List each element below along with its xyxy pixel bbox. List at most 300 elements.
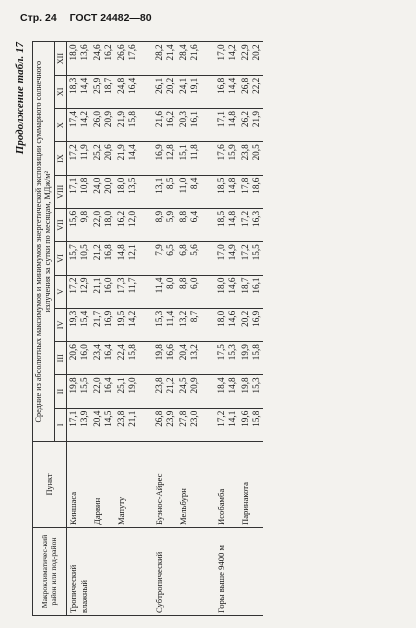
value-cell [177,408,201,441]
value-cell [153,142,177,175]
min-value: 16,2 [165,111,176,128]
min-value: 14,8 [227,210,238,227]
min-value: 16,6 [165,344,176,361]
min-value: 20,9 [103,111,114,128]
min-value: 11,7 [127,277,138,294]
min-value: 14,4 [79,77,90,94]
value-cell [91,275,115,308]
max-value: 21,7 [92,310,103,327]
min-value: 23,9 [165,410,176,427]
min-value: 11,9 [79,144,90,161]
solar-exposure-table [32,41,263,616]
value-cell [153,342,177,375]
table-row [177,42,201,616]
table-row [239,42,263,616]
value-cell [91,408,115,441]
value-cell [215,42,239,75]
value-cell [215,342,239,375]
spacer-cell [139,442,153,528]
value-cell [115,208,139,241]
min-value: 14,4 [227,77,238,94]
value-cell [215,142,239,175]
max-value: 24,6 [92,44,103,61]
month-header: III [54,342,66,375]
max-value: 21,9 [116,144,127,161]
value-cell [153,275,177,308]
value-cell [215,275,239,308]
value-cell [177,275,201,308]
max-value: 20,4 [178,344,189,361]
value-cell [215,242,239,275]
spacer-cell [139,308,153,341]
max-value: 17,1 [68,410,79,427]
min-value: 16,1 [189,111,200,128]
min-value: 20,2 [251,44,262,61]
max-value: 8,8 [178,210,189,223]
value-cell [239,109,263,142]
value-cell [153,175,177,208]
min-value: 5,9 [165,210,176,223]
min-value: 14,6 [227,277,238,294]
max-value: 19,6 [240,410,251,427]
value-cell [153,408,177,441]
value-cell [215,308,239,341]
value-cell [153,75,177,108]
value-cell [215,175,239,208]
value-cell [67,175,92,208]
zone-column-header: Макроклиматичес-кий район или под-район [33,528,67,616]
min-value: 8,4 [189,177,200,190]
value-cell [67,275,92,308]
max-value: 18,5 [216,210,227,227]
value-cell [177,375,201,408]
spacer-cell [139,175,153,208]
month-header: I [54,408,66,441]
min-value: 14,5 [103,410,114,427]
month-header: VIII [54,175,66,208]
value-cell [67,242,92,275]
max-value: 15,6 [68,210,79,227]
max-value: 24,1 [178,77,189,94]
max-value: 17,1 [216,111,227,128]
min-value: 16,4 [103,377,114,394]
max-value: 19,8 [240,377,251,394]
max-value: 18,0 [216,310,227,327]
max-value: 20,6 [68,344,79,361]
max-value: 19,5 [116,310,127,327]
value-cell [67,75,92,108]
value-cell [91,42,115,75]
min-value: 18,6 [251,177,262,194]
table-row [153,42,177,616]
max-value: 11,0 [178,177,189,194]
value-cell [91,208,115,241]
value-cell [91,375,115,408]
max-value: 25,1 [116,377,127,394]
min-value: 20,5 [251,144,262,161]
rotated-table-block [14,38,404,616]
max-value: 15,7 [68,244,79,261]
min-value: 21,6 [189,44,200,61]
max-value: 20,2 [240,310,251,327]
max-value: 18,0 [216,277,227,294]
min-value: 14,1 [227,410,238,427]
group-spacer [201,42,215,616]
value-cell [215,408,239,441]
value-cell [67,408,92,441]
value-cell [67,342,92,375]
month-header: X [54,109,66,142]
spacer-cell [139,375,153,408]
value-cell [153,208,177,241]
max-value: 7,9 [154,244,165,256]
min-value: 14,2 [79,111,90,128]
min-value: 17,6 [127,44,138,61]
value-cell [153,42,177,75]
month-header: V [54,275,66,308]
min-value: 21,1 [127,410,138,427]
value-cell [239,75,263,108]
value-cell [153,242,177,275]
value-cell [239,308,263,341]
max-value: 17,1 [68,177,79,194]
min-value: 14,4 [127,144,138,161]
min-value: 20,2 [165,77,176,94]
spacer-cell [139,342,153,375]
spacer-cell [201,342,215,375]
max-value: 14,8 [116,244,127,261]
standard-id: ГОСТ 24482—80 [69,12,152,24]
max-value: 22,0 [92,210,103,227]
min-value: 16,9 [251,310,262,327]
table-row [115,42,139,616]
min-value: 21,4 [165,44,176,61]
spacer-cell [201,528,215,616]
table-row [215,42,239,616]
zone-cell [91,528,115,616]
min-value: 10,5 [79,244,90,261]
max-value: 18,5 [216,177,227,194]
value-cell [115,342,139,375]
table-row [91,42,115,616]
value-cell [239,142,263,175]
min-value: 13,2 [189,344,200,361]
point-cell: Дарвин [91,442,115,528]
value-cell [115,308,139,341]
value-cell [91,308,115,341]
max-value: 8,8 [178,277,189,289]
min-value: 20,6 [103,144,114,161]
max-value: 19,9 [240,344,251,361]
max-value: 23,8 [116,410,127,427]
min-value: 14,2 [127,310,138,327]
min-value: 15,8 [127,111,138,128]
max-value: 16,2 [116,210,127,227]
min-value: 16,0 [103,277,114,294]
max-value: 23,4 [92,344,103,361]
min-value: 14,8 [227,111,238,128]
point-cell: Киншаса [67,442,92,528]
max-value: 26,1 [154,77,165,94]
max-value: 19,8 [68,377,79,394]
spacer-cell [201,109,215,142]
max-value: 8,9 [154,210,165,223]
min-value: 14,9 [227,244,238,261]
min-value: 12,0 [127,210,138,227]
month-header: XII [54,42,66,75]
max-value: 21,9 [116,111,127,128]
continuation-note: Продолжение табл. 17 [14,42,26,155]
value-cell [115,375,139,408]
value-cell [239,408,263,441]
value-cell [215,208,239,241]
point-cell: Мельбурн [177,442,201,528]
spacer-cell [201,375,215,408]
value-cell [177,75,201,108]
value-cell [115,275,139,308]
value-cell [115,42,139,75]
max-value: 17,3 [116,277,127,294]
min-value: 9,8 [79,210,90,223]
max-value: 17,6 [216,144,227,161]
value-cell [239,175,263,208]
zone-cell: Тропический влажный [67,528,92,616]
min-value: 15,3 [227,344,238,361]
min-value: 13,6 [79,44,90,61]
max-value: 26,8 [154,410,165,427]
spacer-cell [139,275,153,308]
min-value: 14,8 [227,177,238,194]
min-value: 6,4 [189,210,200,223]
spacer-cell [139,528,153,616]
min-value: 6,0 [189,277,200,289]
point-cell: Мапуту [115,442,139,528]
value-cell [153,308,177,341]
table-area [14,38,404,616]
value-cell [177,208,201,241]
min-value: 14,2 [227,44,238,61]
value-cell [67,142,92,175]
max-value: 17,8 [240,177,251,194]
value-cell [239,42,263,75]
value-cell [67,375,92,408]
min-value: 21,2 [165,377,176,394]
min-value: 8,7 [189,310,200,323]
max-value: 17,2 [216,410,227,427]
min-value: 20,0 [103,177,114,194]
spacer-cell [139,408,153,441]
value-cell [239,375,263,408]
value-cell [239,242,263,275]
value-cell [177,242,201,275]
value-cell [153,375,177,408]
month-header: VII [54,208,66,241]
min-value: 12,1 [127,244,138,261]
max-value: 28,4 [178,44,189,61]
max-value: 16,9 [154,144,165,161]
min-value: 19,1 [189,77,200,94]
max-value: 21,1 [92,277,103,294]
max-value: 20,3 [178,111,189,128]
max-value: 17,5 [216,344,227,361]
min-value: 11,4 [165,310,176,327]
value-cell [91,75,115,108]
spacer-cell [201,442,215,528]
max-value: 17,2 [240,244,251,261]
page-number: Стр. 24 [20,12,57,24]
min-value: 14,8 [227,377,238,394]
spacer-cell [139,208,153,241]
max-value: 18,7 [240,277,251,294]
value-cell [215,375,239,408]
value-cell [177,42,201,75]
min-value: 8,5 [165,177,176,190]
value-cell [115,242,139,275]
min-value: 18,0 [103,210,114,227]
group-column-header: Средние из абсолютных максимумов и минимумов энергетической экспозиции суммарного солнечного излучения за сутки по месяцам, МДж/м² [33,42,55,442]
value-cell [67,109,92,142]
value-cell [153,109,177,142]
value-cell [239,208,263,241]
max-value: 26,8 [240,77,251,94]
value-cell [177,308,201,341]
zone-cell [177,528,201,616]
table-row [67,42,92,616]
month-header: VI [54,242,66,275]
value-cell [91,242,115,275]
min-value: 14,6 [227,310,238,327]
value-cell [239,275,263,308]
spacer-cell [201,208,215,241]
max-value: 17,2 [68,144,79,161]
max-value: 11,4 [154,277,165,294]
min-value: 13,9 [79,410,90,427]
spacer-cell [139,42,153,75]
spacer-cell [139,242,153,275]
spacer-cell [201,408,215,441]
min-value: 16,3 [251,210,262,227]
min-value: 16,9 [103,310,114,327]
value-cell [115,175,139,208]
min-value: 8,0 [165,277,176,289]
value-cell [91,109,115,142]
max-value: 13,1 [154,177,165,194]
spacer-cell [201,242,215,275]
min-value: 15,9 [227,144,238,161]
min-value: 11,8 [189,144,200,161]
min-value: 21,9 [251,111,262,128]
min-value: 16,4 [103,344,114,361]
min-value: 5,6 [189,244,200,256]
max-value: 26,0 [92,111,103,128]
max-value: 18,3 [68,77,79,94]
value-cell [115,109,139,142]
value-cell [67,208,92,241]
month-header: XI [54,75,66,108]
max-value: 17,0 [216,244,227,261]
min-value: 15,8 [127,344,138,361]
zone-cell: Горы выше 9400 м [215,528,239,616]
max-value: 19,8 [154,344,165,361]
value-cell [239,342,263,375]
spacer-cell [139,142,153,175]
value-cell [177,142,201,175]
value-cell [215,75,239,108]
zone-cell: Субтропический [153,528,177,616]
spacer-cell [201,175,215,208]
spacer-cell [201,75,215,108]
max-value: 21,2 [92,244,103,261]
value-cell [115,408,139,441]
max-value: 16,8 [216,77,227,94]
spacer-cell [201,42,215,75]
min-value: 16,2 [103,44,114,61]
min-value: 15,5 [251,244,262,261]
min-value: 12,8 [165,144,176,161]
max-value: 17,4 [68,111,79,128]
min-value: 16,1 [251,277,262,294]
min-value: 13,5 [127,177,138,194]
max-value: 13,2 [178,310,189,327]
value-cell [115,75,139,108]
max-value: 22,9 [240,44,251,61]
max-value: 18,0 [68,44,79,61]
max-value: 22,4 [116,344,127,361]
month-header: IX [54,142,66,175]
value-cell [67,42,92,75]
spacer-cell [201,308,215,341]
min-value: 15,3 [251,377,262,394]
min-value: 22,2 [251,77,262,94]
value-cell [91,175,115,208]
max-value: 17,2 [240,210,251,227]
max-value: 24,5 [178,377,189,394]
min-value: 18,7 [103,77,114,94]
point-cell: Исобамба [215,442,239,528]
value-cell [91,142,115,175]
max-value: 22,0 [92,377,103,394]
page-header [20,12,152,24]
spacer-cell [201,142,215,175]
max-value: 24,8 [116,77,127,94]
group-spacer [139,42,153,616]
max-value: 20,4 [92,410,103,427]
max-value: 27,8 [178,410,189,427]
max-value: 28,2 [154,44,165,61]
max-value: 25,9 [92,77,103,94]
value-cell [67,308,92,341]
max-value: 17,0 [216,44,227,61]
value-cell [177,342,201,375]
max-value: 15,1 [178,144,189,161]
value-cell [215,109,239,142]
min-value: 16,8 [103,244,114,261]
zone-cell [115,528,139,616]
min-value: 15,5 [79,377,90,394]
max-value: 23,8 [240,144,251,161]
max-value: 15,3 [154,310,165,327]
value-cell [91,342,115,375]
max-value: 21,6 [154,111,165,128]
min-value: 19,0 [127,377,138,394]
max-value: 6,8 [178,244,189,256]
min-value: 12,9 [79,277,90,294]
max-value: 17,2 [68,277,79,294]
max-value: 18,0 [116,177,127,194]
min-value: 6,5 [165,244,176,256]
min-value: 20,9 [189,377,200,394]
min-value: 16,0 [79,344,90,361]
